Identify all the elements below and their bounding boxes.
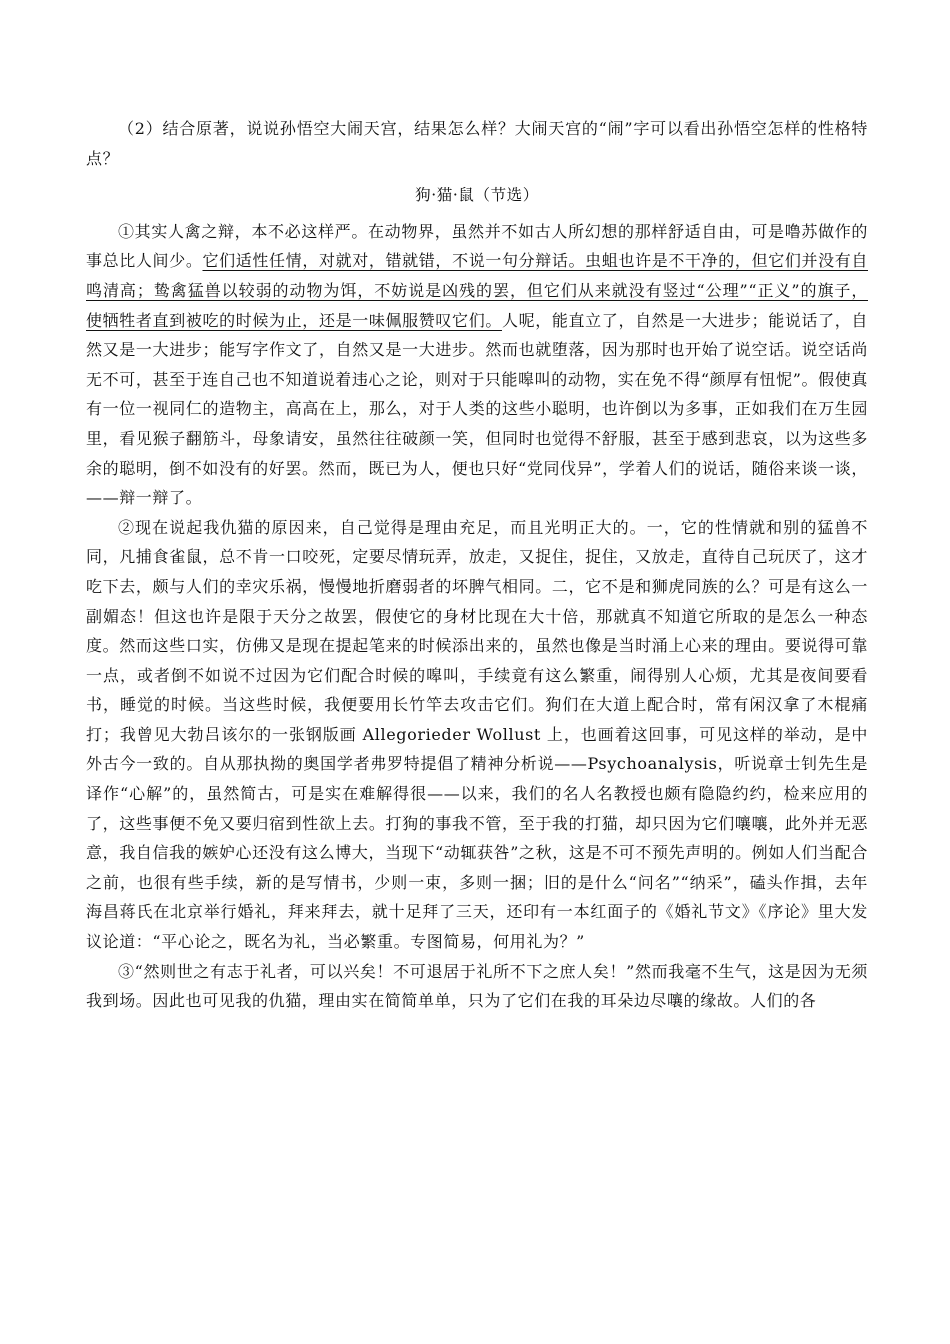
paragraph-1-rest: 人呢，能直立了，自然是一大进步；能说话了，自然又是一大进步；能写字作文了，自然又是一大进步。然而也就堕落，因为那时也开始了说空话。说空话尚无不可，甚至于连自己也不知道说着违心之论，则对于只能嗥叫的动物，实在免不得“颜厚有忸怩”。假使真有一位一视同仁的造物主，高高在上，那么，对于人类的这些小聪明，也许倒以为多事，正如我们在万生园里，看见猴子翻筋斗，母象请安，虽然往往破颜一笑，但同时也觉得不舒服，甚至于感到悲哀，以为这些多余的聪明，倒不如没有的好罢。然而，既已为人，便也只好“党同伐异”，学着人们的说话，随俗来谈一谈，——辩一辩了。 (86, 310, 868, 508)
paragraph-3: ③“然则世之有志于礼者，可以兴矣！不可退居于礼所不下之庶人矣！”然而我毫不生气，这是因为无须我到场。因此也可见我的仇猫，理由实在简简单单，只为了它们在我的耳朵边尽嚷的缘故。人们的各 (86, 961, 868, 1011)
passage-title: 狗·猫·鼠（节选） (415, 186, 539, 205)
question-text: （2）结合原著，说说孙悟空大闹天宫，结果怎么样？大闹天宫的“闹”字可以看出孙悟空怎样的性格特点？ (86, 119, 868, 168)
document-page (86, 114, 868, 1016)
paragraph-1-intro: ①其实人禽之辩，本不必这样严。在动物界，虽然并不如古人所幻想的那样舒适自由，可是噜苏做作的事总比人间少。 (86, 221, 868, 271)
paragraph-1 (86, 217, 868, 513)
underlined-passage: 它们适性任情，对就对，错就错，不说一句分辩话。虫蛆也许是不干净的，但它们并没有自鸣清高；鸷禽猛兽以较弱的动物为饵，不妨说是凶残的罢，但它们从来就没有竖过“公理”“正义”的旗子，使牺牲者直到被吃的时候为止，还是一味佩服赞叹它们。 (86, 251, 868, 330)
paragraph-2: ②现在说起我仇猫的原因来，自己觉得是理由充足，而且光明正大的。一，它的性情就和别的猛兽不同，凡捕食雀鼠，总不肯一口咬死，定要尽情玩弄，放走，又捉住，捉住，又放走，直待自己玩厌了，这才吃下去，颇与人们的幸灾乐祸，慢慢地折磨弱者的坏脾气相同。二，它不是和狮虎同族的么？可是有这么一副媚态！但这也许是限于天分之故罢，假使它的身材比现在大十倍，那就真不知道它所取的是怎么一种态度。然而这些口实，仿佛又是现在提起笔来的时候添出来的，虽然也像是当时涌上心来的理由。要说得可靠一点，或者倒不如说不过因为它们配合时候的嗥叫，手续竟有这么繁重，闹得别人心烦，尤其是夜间要看书，睡觉的时候。当这些时候，我便要用长竹竿去攻击它们。狗们在大道上配合时，常有闲汉拿了木棍痛打；我曾见大勃吕该尔的一张钢版画 Allegorieder Wollust 上，也画着这回事，可见这样的举动，是中外古今一致的。自从那执拗的奥国学者弗罗特提倡了精神分析说——Psychoanalysis，听说章士钊先生是译作“心解”的，虽然简古，可是实在难解得很——以来，我们的名人名教授也颇有隐隐约约，检来应用的了，这些事便不免又要归宿到性欲上去。打狗的事我不管，至于我的打猫，却只因为它们嚷嚷，此外并无恶意，我自信我的嫉妒心还没有这么博大，当现下“动辄获咎”之秋，这是不可不预先声明的。例如人们当配合之前，也很有些手续，新的是写情书，少则一束，多则一捆；旧的是什么“问名”“纳采”，磕头作揖，去年海昌蒋氏在北京举行婚礼，拜来拜去，就十足拜了三天，还印有一本红面子的《婚礼节文》《序论》里大发议论道：“平心论之，既名为礼，当必繁重。专图简易，何用礼为？” (86, 517, 868, 952)
